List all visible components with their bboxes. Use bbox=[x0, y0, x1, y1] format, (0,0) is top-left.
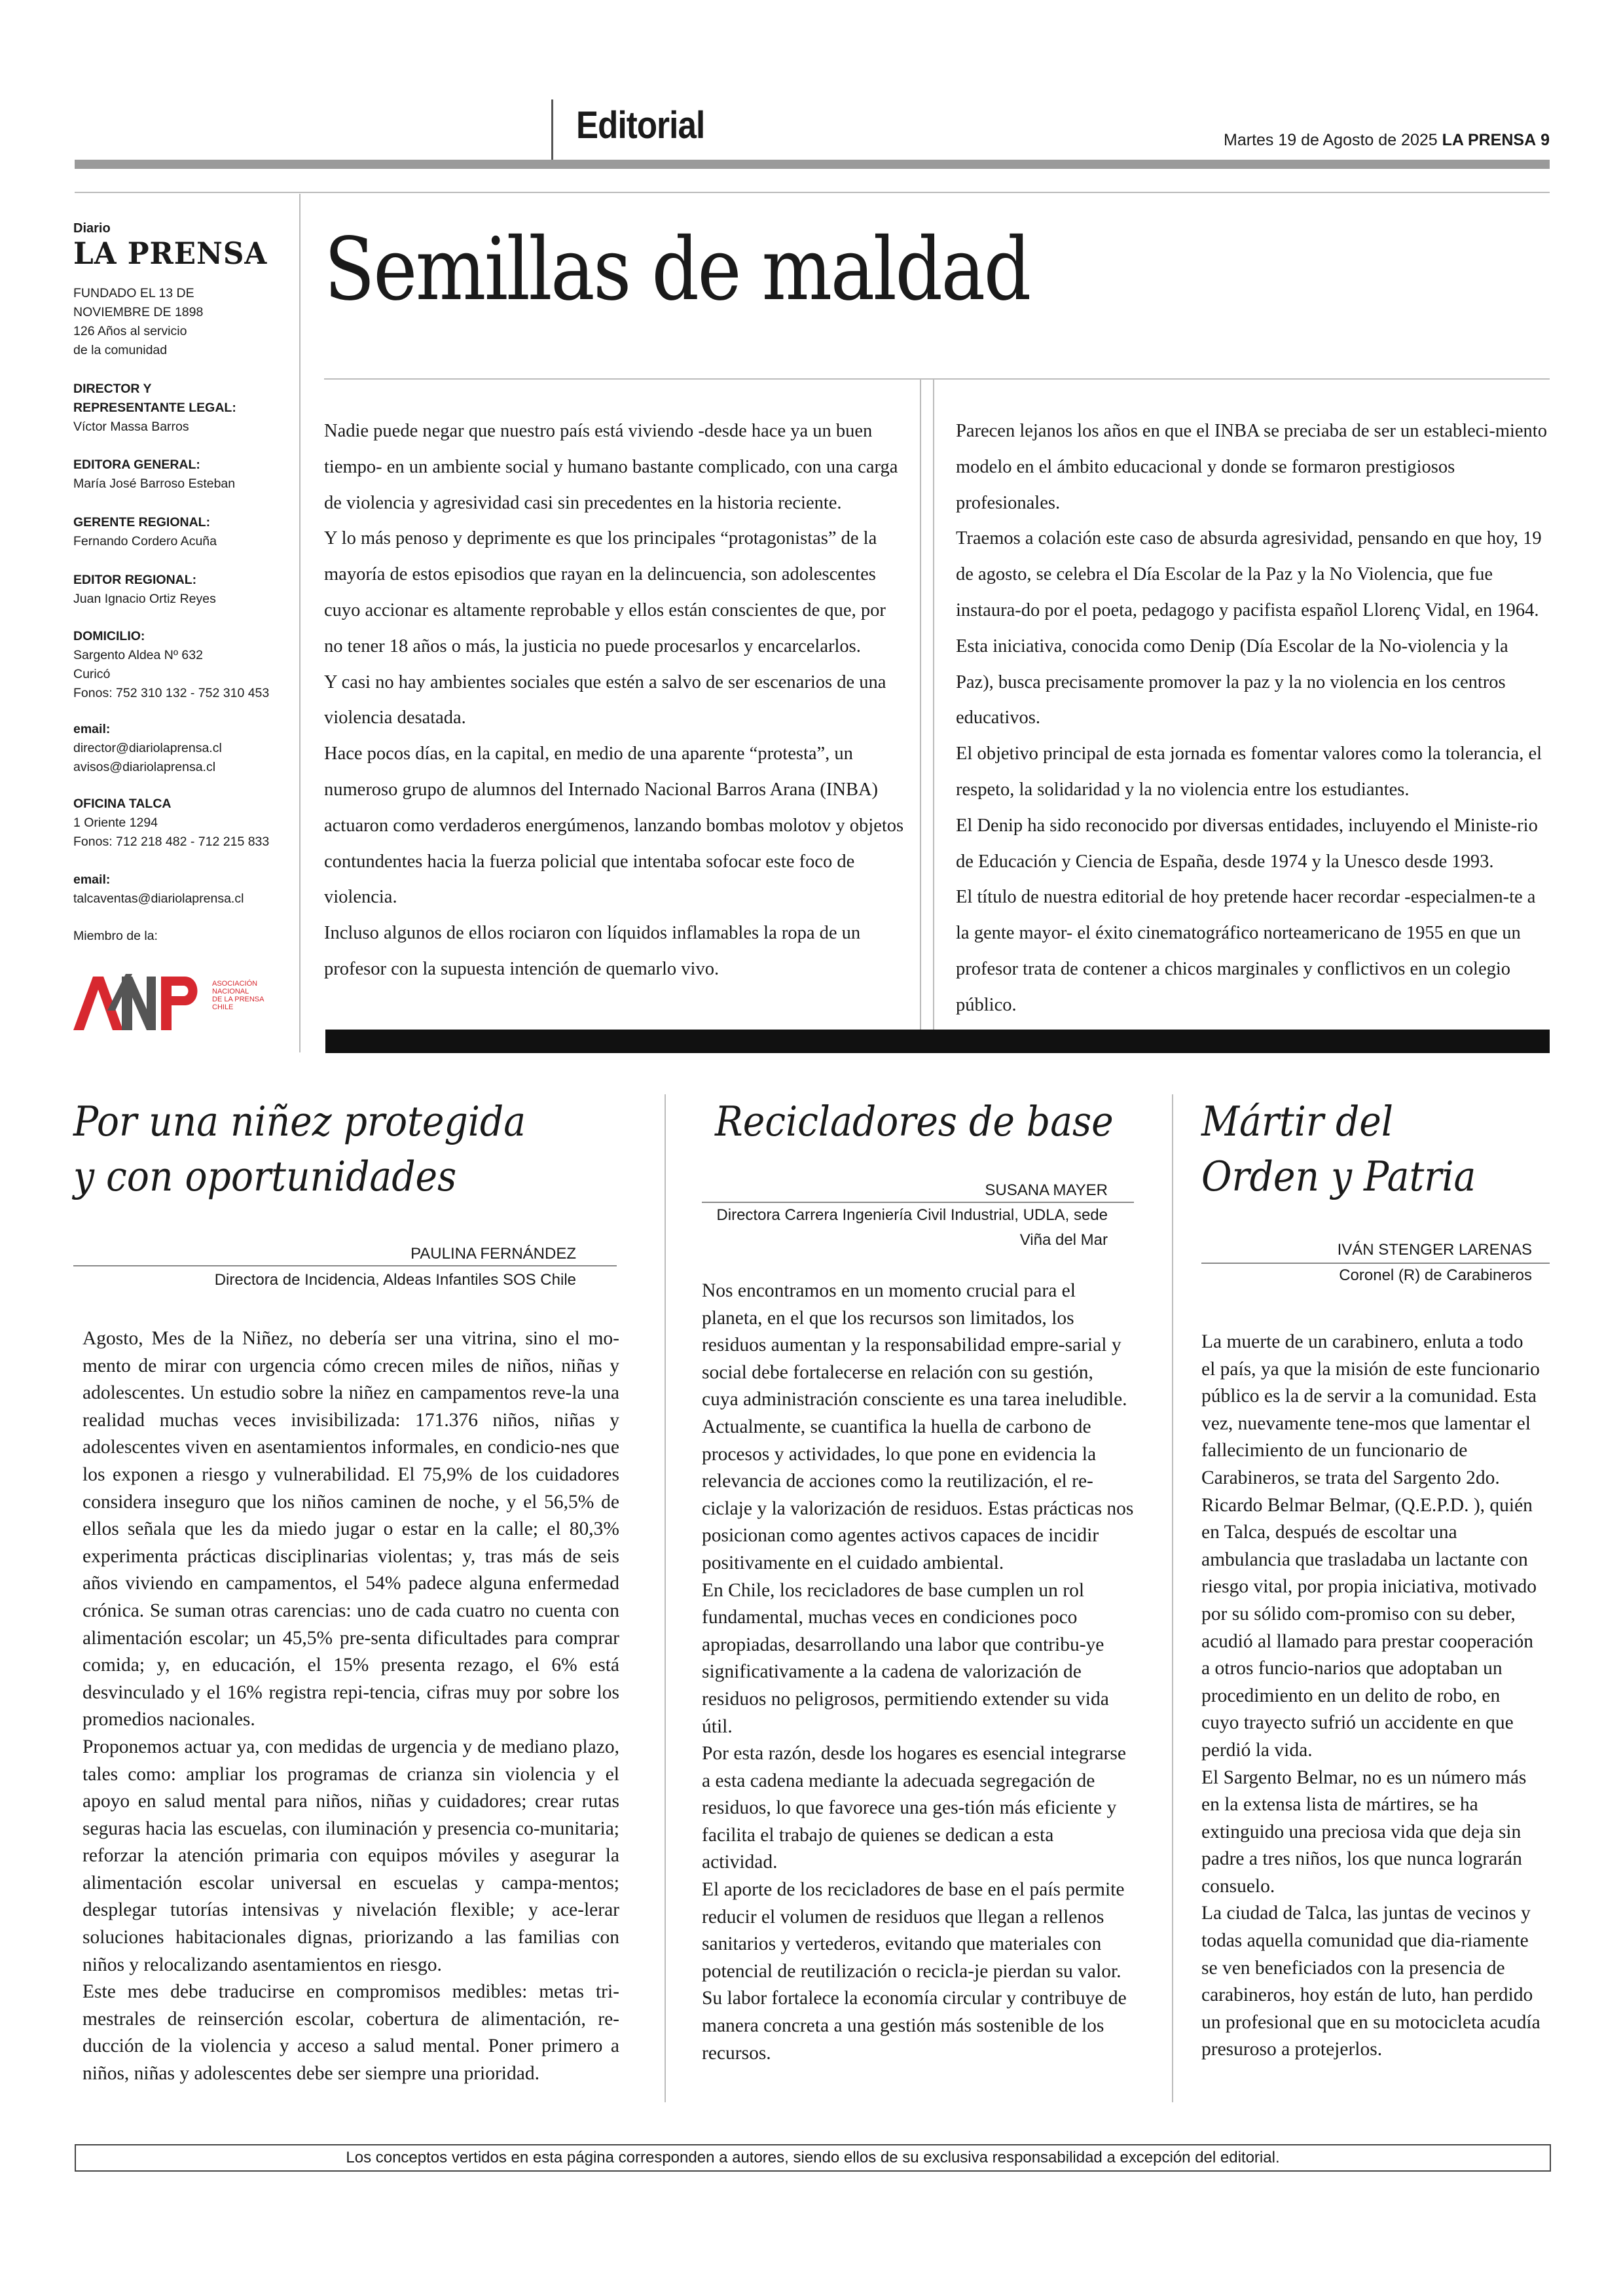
footer-disclaimer: Los conceptos vertidos en esta página corresponden a autores, siendo ellos de su exclusiva responsabilidad a excepción del editorial. bbox=[75, 2144, 1551, 2172]
author-rule bbox=[73, 1265, 617, 1266]
editorial-paragraph: Hace pocos días, en la capital, en medio de una aparente “protesta”, un numeroso grupo de alumnos del Internado Nacional Barros Arana (INBA) actuaron como verdaderos energúmenos, lanzando bombas molotov y objetos contundentes hacia la fuerza policial que intentaba sofocar este foco de violencia. bbox=[324, 744, 904, 908]
column-author-role: Coronel (R) de Carabineros bbox=[1339, 1266, 1532, 1284]
editor-heading: EDITOR REGIONAL: bbox=[73, 573, 197, 587]
column-paragraph: El Sargento Belmar, no es un número más en la extensa lista de mártires, se ha extinguido una preciosa vida que deja sin padre a tres niños, los que nunca lograrán consuelo. bbox=[1201, 1767, 1527, 1897]
column-paragraph: Proponemos actuar ya, con medidas de urgencia y de mediano plazo, tales como: ampliar los programas de crianza sin violencia y el apoyo en salud mental para niños, niñas y cuidadores; crear rutas seguras hacia las escuelas, con iluminación y presencia co-munitaria; reforzar la atención primaria con equipos móviles y asegurar la alimentación escolar universal en escuelas y campa-mentos; desplegar tutorías intensivas y nivelación flexible; y ace-lerar soluciones habitacionales dignas, priorizando a las familias con niños y relocalizando asentamientos en riesgo. bbox=[82, 1736, 619, 1975]
column-title-line: Recicladores de base bbox=[715, 1098, 1114, 1145]
column-paragraph: La ciudad de Talca, las juntas de vecinos y todas aquella comunidad que dia-riamente se ven beneficiados con la presencia de carabineros, hoy están de luto, han perdido un profesional que en su motocicleta acudía presuroso a protejerlos. bbox=[1201, 1903, 1541, 2060]
header-page-number: 9 bbox=[1541, 131, 1550, 149]
editorial-rule bbox=[324, 378, 1550, 380]
masthead-sidebar bbox=[73, 194, 301, 1052]
anp-text-line: DE LA PRENSA bbox=[212, 996, 264, 1003]
column-body bbox=[1201, 1329, 1542, 2064]
masthead-editora bbox=[73, 456, 289, 493]
email-heading: email: bbox=[73, 722, 111, 736]
column-title bbox=[1201, 1094, 1508, 1204]
gerente-name: Fernando Cordero Acuña bbox=[73, 534, 217, 548]
founded-line: 126 Años al servicio bbox=[73, 324, 187, 338]
editorial-paragraph: Y lo más penoso y deprimente es que los principales “protagonistas” de la mayoría de estos episodios que rayan en la delincuencia, son adolescentes cuyo accionar es altamente reprobable y ellos están conscientes de que, por no tener 18 años o más, la justicia no puede procesarlos y encarcelarlos. bbox=[324, 528, 886, 656]
talca-heading: OFICINA TALCA bbox=[73, 797, 172, 811]
header-date: Martes 19 de Agosto de 2025 bbox=[1224, 131, 1438, 149]
header-bar bbox=[75, 160, 1550, 169]
editora-heading: EDITORA GENERAL: bbox=[73, 457, 200, 472]
column-author: IVÁN STENGER LARENAS bbox=[1337, 1241, 1532, 1259]
column-title bbox=[715, 1094, 1163, 1149]
column-paragraph: Este mes debe traducirse en compromisos medibles: metas tri-mestrales de reinserción escolar, cobertura de alimentación, re-ducción de la violencia y acceso a salud mental. Poner primero a niños, niñas y adolescentes debe ser siempre una prioridad. bbox=[82, 1981, 619, 2085]
column-paragraph: La muerte de un carabinero, enluta a todo el país, ya que la misión de este funcionario público es la de servir a la comunidad. Esta vez, nuevamente tene-mos que lamentar el fallecimiento de un funcionario de Carabineros, se trata del Sargento 2do. Ricardo Belmar Belmar, (Q.E.P.D. ), quién en Talca, después de escoltar una ambulancia que trasladaba un lactante con riesgo vital, por propia iniciativa, motivado por su sólido com-promiso con su deber, acudió al llamado para prestar cooperación a otros funcio-narios que adoptaban un procedimiento en un delito de robo, en cuyo trayecto sufrió un accidente en que perdió la vida. bbox=[1201, 1331, 1540, 1761]
header-divider bbox=[551, 99, 553, 160]
section-title: Editorial bbox=[576, 104, 705, 147]
director-heading: DIRECTOR Y bbox=[73, 382, 152, 396]
editorial-paragraph: El Denip ha sido reconocido por diversas entidades, incluyendo el Ministe-rio de Educación y Ciencia de España, desde 1974 y la Unesco desde 1993. bbox=[956, 815, 1538, 872]
column-title-line: y con oportunidades bbox=[73, 1153, 457, 1200]
editorial-paragraph: Nadie puede negar que nuestro país está viviendo -desde hace ya un buen tiempo- en un ambiente social y humano bastante complicado, con una carga de violencia y agresividad casi sin precedentes en la historia reciente. bbox=[324, 421, 898, 513]
domicilio-heading: DOMICILIO: bbox=[73, 629, 145, 643]
editorial-paragraph: Traemos a colación este caso de absurda agresividad, pensando en que hoy, 19 de agosto, se celebra el Día Escolar de la Paz y la No Violencia, que fue instaura-do por el poeta, pedagogo y pacifista español Llorenç Vidal, en 1964. bbox=[956, 528, 1542, 620]
editorial-paragraph: Esta iniciativa, conocida como Denip (Día Escolar de la No-violencia y la Paz), busca precisamente promover la paz y la no violencia en los centros educativos. bbox=[956, 636, 1508, 728]
column-paragraph: Por esta razón, desde los hogares es esencial integrarse a esta cadena mediante la adecuada segregación de residuos, lo que favorece una ges-tión más eficiente y facilita el trabajo de quienes se dedican a esta actividad. bbox=[702, 1743, 1126, 1873]
editorial-column-1 bbox=[324, 414, 907, 988]
anp-logo bbox=[73, 971, 283, 1034]
header-publication: LA PRENSA bbox=[1442, 131, 1537, 149]
editorial-paragraph: Incluso algunos de ellos rociaron con líquidos inflamables la ropa de un profesor con la supuesta intención de quemarlo vivo. bbox=[324, 923, 861, 979]
editorial-paragraph: Y casi no hay ambientes sociales que estén a salvo de ser escenarios de una violencia desatada. bbox=[324, 672, 886, 728]
column-paragraph: En Chile, los recicladores de base cumplen un rol fundamental, muchas veces en condiciones poco apropiadas, desarrollando una labor que contribu-ye significativamente a la cadena de valorización de residuos no peligrosos, permitiendo extender su vida útil. bbox=[702, 1579, 1109, 1737]
column-separator bbox=[665, 1094, 666, 2102]
director-heading: REPRESENTANTE LEGAL: bbox=[73, 401, 236, 415]
column-body bbox=[702, 1278, 1134, 2067]
talca-line: Fonos: 712 218 482 - 712 215 833 bbox=[73, 834, 270, 849]
masthead-domicilio bbox=[73, 627, 289, 703]
column-paragraph: Nos encontramos en un momento crucial para el planeta, en el que los recursos son limitados, los residuos aumentan y la responsabilidad empre-sarial y social debe fortalecerse en relación con su gestión, cuya administración consciente es una tarea ineludible. bbox=[702, 1280, 1127, 1410]
masthead-talca bbox=[73, 795, 289, 852]
editorial-title: Semillas de maldad bbox=[324, 219, 1030, 320]
masthead-diario: Diario bbox=[73, 221, 111, 236]
editorial-paragraph: Parecen lejanos los años en que el INBA se preciaba de ser un estableci-miento modelo en el ámbito educacional y donde se formaron prestigiosos profesionales. bbox=[956, 421, 1547, 513]
founded-line: NOVIEMBRE DE 1898 bbox=[73, 305, 204, 319]
column-title-line: Por una niñez protegida bbox=[73, 1098, 526, 1145]
masthead-logo: LA PRENSA bbox=[73, 236, 268, 271]
column-title bbox=[73, 1094, 574, 1204]
talca-line: 1 Oriente 1294 bbox=[73, 816, 158, 830]
email2-heading: email: bbox=[73, 872, 111, 887]
header-rule bbox=[75, 192, 1550, 193]
column-paragraph: Actualmente, se cuantifica la huella de carbono de procesos y actividades, lo que pone en evidencia la relevancia de acciones como la reutilización, el re-ciclaje y la valorización de residuos. Estas prácticas nos posicionan como agentes activos capaces de incidir positivamente en el cuidado ambiental. bbox=[702, 1416, 1134, 1573]
domicilio-line: Curicó bbox=[73, 667, 111, 681]
masthead-director bbox=[73, 380, 289, 437]
masthead-gerente bbox=[73, 513, 289, 551]
masthead-email2 bbox=[73, 870, 289, 908]
anp-logo-mark bbox=[73, 971, 283, 1034]
editorial-paragraph: El objetivo principal de esta jornada es fomentar valores como la tolerancia, el respeto, la solidaridad y la no violencia entre los estudiantes. bbox=[956, 744, 1542, 800]
editorial-column-divider bbox=[933, 378, 934, 1030]
anp-text-line: ASOCIACIÓN bbox=[212, 980, 258, 988]
column-author-role bbox=[702, 1203, 1108, 1253]
masthead-editor bbox=[73, 571, 289, 609]
editorial-paragraph: El título de nuestra editorial de hoy pretende hacer recordar -especialmen-te a la gente mayor- el éxito cinematográfico norteamericano de 1955 en que un profesor trata de contener a chicos marginales y conflictivos en un colegio público. bbox=[956, 887, 1536, 1015]
column-paragraph: Agosto, Mes de la Niñez, no debería ser una vitrina, sino el mo-mento de mirar con urgencia cómo crecen miles de niños, niñas y adolescentes. Un estudio sobre la niñez en campamentos reve-la una realidad muchas veces invisibilizada: 171.376 niños, niñas y adolescentes viven en asentamientos informales, en condicio-nes que los exponen a riesgo y vulnerabilidad. El 75,9% de los cuidadores considera inseguro que los niños caminen de noche, y el 56,5% de ellos señala que les da miedo jugar o estar en la calle; el 80,3% experimenta prácticas disciplinarias violentas; y, tras más de seis años viviendo en campamentos, el 54% padece alguna enfermedad crónica. Se suman otras carencias: uno de cada cuatro no cuenta con alimentación escolar; un 45,5% pre-senta dificultades para comprar comida; y, en educación, el 15% presenta rezago, el 6% está desvinculado y el 16% registra repi-tencia, cifras muy por sobre los promedios nacionales. bbox=[82, 1328, 619, 1731]
column-author: PAULINA FERNÁNDEZ bbox=[410, 1245, 576, 1263]
editora-name: María José Barroso Esteban bbox=[73, 476, 236, 491]
email2-link[interactable]: talcaventas@diariolaprensa.cl bbox=[73, 891, 244, 906]
column-author: SUSANA MAYER bbox=[985, 1181, 1108, 1199]
header-date-line bbox=[1224, 131, 1550, 150]
founded-line: FUNDADO EL 13 DE bbox=[73, 286, 194, 300]
domicilio-line: Fonos: 752 310 132 - 752 310 453 bbox=[73, 686, 270, 700]
anp-text-line: NACIONAL bbox=[212, 988, 249, 996]
masthead-email bbox=[73, 720, 289, 777]
column-author-role: Directora de Incidencia, Aldeas Infantiles SOS Chile bbox=[214, 1271, 576, 1289]
editorial-column-2 bbox=[956, 414, 1548, 1024]
editorial-black-bar bbox=[325, 1030, 1550, 1053]
editorial-column-divider bbox=[920, 378, 921, 1030]
column-body bbox=[82, 1325, 619, 2088]
column-separator bbox=[1172, 1094, 1173, 2102]
column-title-line: Mártir del bbox=[1201, 1098, 1394, 1145]
email-link[interactable]: director@diariolaprensa.cl bbox=[73, 741, 222, 755]
masthead-member: Miembro de la: bbox=[73, 929, 158, 943]
domicilio-line: Sargento Aldea Nº 632 bbox=[73, 648, 203, 662]
anp-text-line: CHILE bbox=[212, 1003, 234, 1011]
director-name: Víctor Massa Barros bbox=[73, 420, 189, 434]
editor-name: Juan Ignacio Ortiz Reyes bbox=[73, 592, 216, 606]
email-link[interactable]: avisos@diariolaprensa.cl bbox=[73, 760, 216, 774]
role-line: Viña del Mar bbox=[1019, 1231, 1108, 1249]
founded-line: de la comunidad bbox=[73, 343, 168, 357]
masthead-founded bbox=[73, 284, 289, 360]
column-paragraph: El aporte de los recicladores de base en el país permite reducir el volumen de residuos que llegan a rellenos sanitarios y vertederos, evitando que materiales con potencial de reutilización o recicla-je pierdan su valor. Su labor fortalece la economía circular y contribuye de manera concreta a una gestión más sostenible de los recursos. bbox=[702, 1879, 1127, 2064]
gerente-heading: GERENTE REGIONAL: bbox=[73, 515, 211, 529]
column-title-line: Orden y Patria bbox=[1201, 1153, 1476, 1200]
role-line: Directora Carrera Ingeniería Civil Industrial, UDLA, sede bbox=[716, 1206, 1108, 1224]
